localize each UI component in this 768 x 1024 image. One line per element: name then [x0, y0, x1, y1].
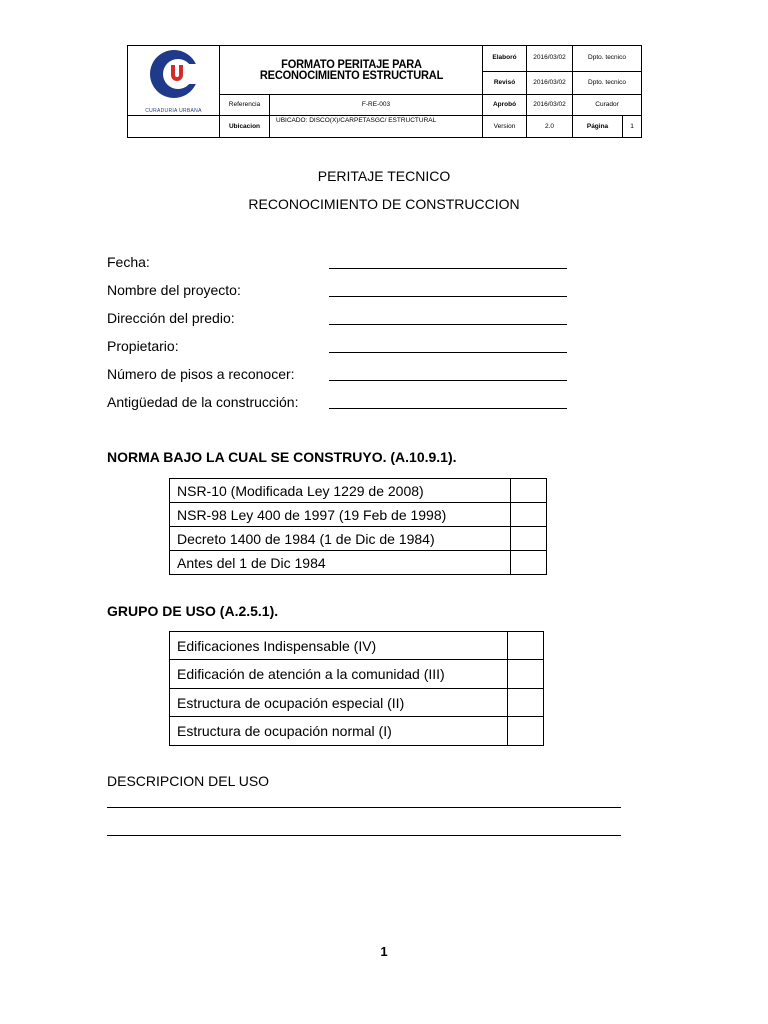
field-propietario-label: Propietario:: [107, 338, 179, 354]
field-pisos-line[interactable]: [329, 365, 567, 381]
field-pisos-label: Número de pisos a reconocer:: [107, 366, 295, 382]
elaboro-date: 2016/03/02: [527, 46, 573, 72]
referencia-value: F-RE-003: [270, 95, 483, 116]
grupo-checkbox[interactable]: [508, 632, 544, 660]
grupo-option: Edificaciones Indispensable (IV): [170, 632, 508, 660]
norma-option: NSR-98 Ley 400 de 1997 (19 Feb de 1998): [170, 503, 511, 527]
elaboro-label: Elaboró: [483, 46, 527, 72]
field-antiguedad-line[interactable]: [329, 393, 567, 409]
field-nombre-line[interactable]: [329, 281, 567, 297]
table-row: [170, 689, 544, 717]
grupo-option: Estructura de ocupación especial (II): [170, 689, 508, 717]
descripcion-label: DESCRIPCION DEL USO: [107, 773, 270, 789]
table-row: [170, 717, 544, 746]
norma-checkbox[interactable]: [511, 551, 547, 575]
grupo-option: Estructura de ocupación normal (I): [170, 717, 508, 746]
table-row: [170, 632, 544, 660]
norma-checkbox[interactable]: [511, 527, 547, 551]
logo: [128, 46, 220, 116]
curaduria-logo-icon: [144, 46, 204, 105]
referencia-label: Referencia: [220, 95, 270, 116]
reviso-label: Revisó: [483, 71, 527, 94]
field-fecha-line[interactable]: [329, 253, 567, 269]
document-header: [127, 45, 642, 138]
table-row: [170, 503, 547, 527]
field-nombre-label: Nombre del proyecto:: [107, 282, 241, 298]
norma-heading: NORMA BAJO LA CUAL SE CONSTRUYO. (A.10.9.1).: [107, 449, 457, 465]
pagina-label: Página: [573, 116, 623, 138]
table-row: [170, 551, 547, 575]
field-direccion-label: Dirección del predio:: [107, 310, 235, 326]
norma-option: Antes del 1 de Dic 1984: [170, 551, 511, 575]
form-title: FORMATO PERITAJE PARA RECONOCIMIENTO ESTRUCTURAL: [230, 46, 472, 95]
field-fecha-label: Fecha:: [107, 254, 150, 270]
logo-text: CURADURIA URBANA: [145, 108, 202, 114]
aprobo-label: Aprobó: [483, 95, 527, 116]
reviso-date: 2016/03/02: [527, 71, 573, 94]
page-number: 1: [380, 944, 388, 959]
grupo-option: Edificación de atención a la comunidad (III): [170, 660, 508, 689]
version-value: 2.0: [527, 116, 573, 138]
field-direccion-line[interactable]: [329, 309, 567, 325]
page-title: PERITAJE TECNICO: [317, 168, 451, 184]
page-subtitle: RECONOCIMIENTO DE CONSTRUCCION: [248, 196, 520, 212]
aprobo-date: 2016/03/02: [527, 95, 573, 116]
descripcion-line-2[interactable]: [107, 822, 621, 836]
grupo-checkbox[interactable]: [508, 717, 544, 746]
norma-option: Decreto 1400 de 1984 (1 de Dic de 1984): [170, 527, 511, 551]
norma-option: NSR-10 (Modificada Ley 1229 de 2008): [170, 479, 511, 503]
ubicacion-label: Ubicacion: [220, 116, 270, 138]
norma-checkbox[interactable]: [511, 479, 547, 503]
grupo-checkbox[interactable]: [508, 689, 544, 717]
grupo-heading: GRUPO DE USO (A.2.5.1).: [107, 603, 279, 619]
table-row: [170, 527, 547, 551]
table-row: [170, 660, 544, 689]
table-row: [170, 479, 547, 503]
aprobo-who: Curador: [573, 95, 642, 116]
field-propietario-line[interactable]: [329, 337, 567, 353]
reviso-who: Dpto. tecnico: [573, 71, 642, 94]
descripcion-line-1[interactable]: [107, 794, 621, 808]
grupo-checkbox[interactable]: [508, 660, 544, 689]
grupo-table: [169, 631, 544, 746]
norma-table: [169, 478, 547, 575]
ubicacion-value: UBICADO: DISCO(X)/CARPETASGC/ ESTRUCTURAL: [270, 116, 483, 138]
pagina-value: 1: [623, 116, 642, 138]
field-antiguedad-label: Antigüedad de la construcción:: [107, 394, 299, 410]
norma-checkbox[interactable]: [511, 503, 547, 527]
version-label: Version: [483, 116, 527, 138]
elaboro-who: Dpto. tecnico: [573, 46, 642, 72]
